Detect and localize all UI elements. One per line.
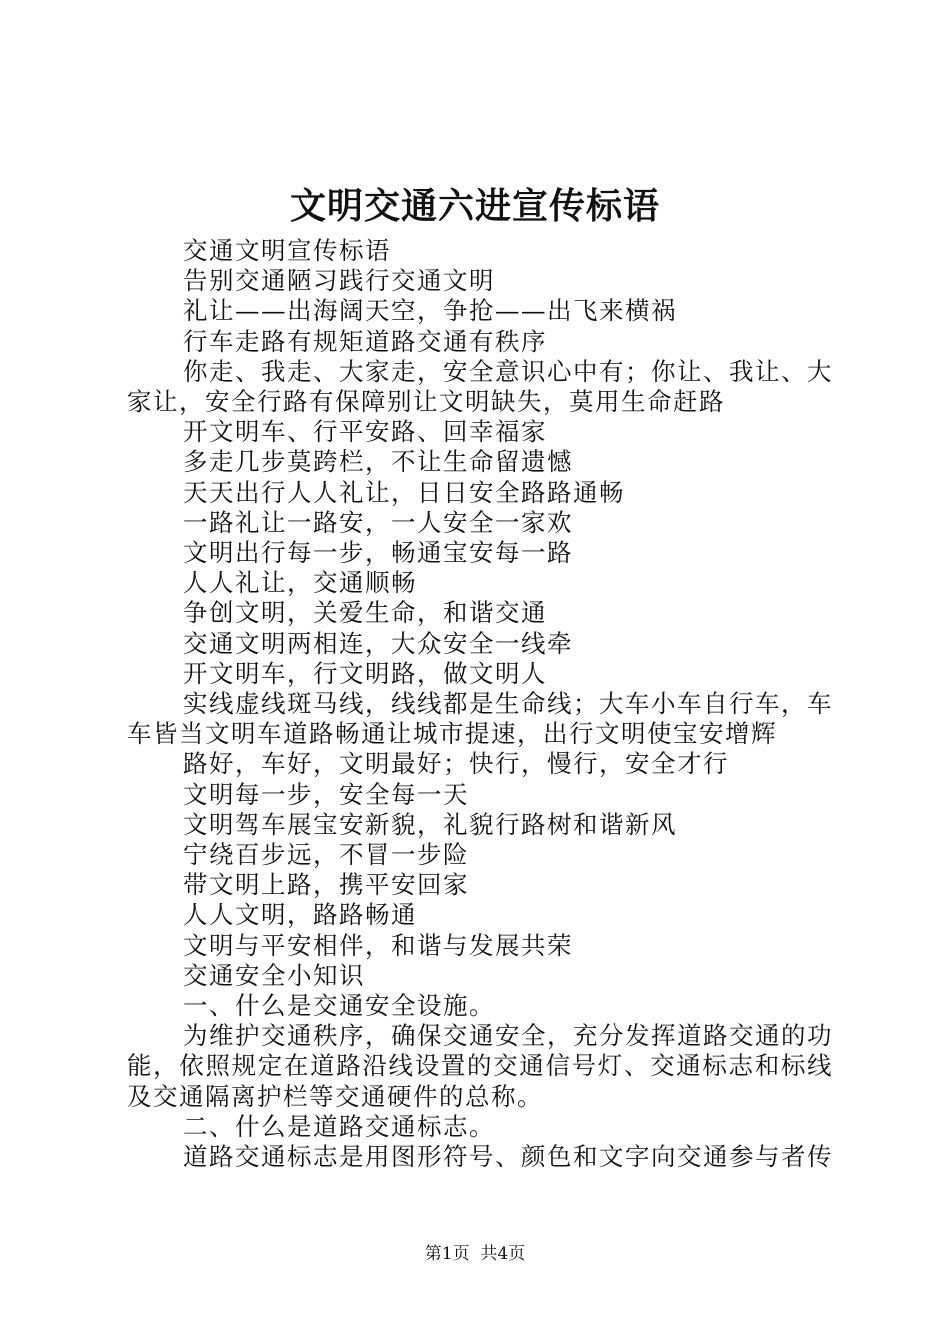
paragraph: 行车走路有规矩道路交通有秩序 [183,326,547,356]
paragraph: 带文明上路，携平安回家 [183,870,469,900]
paragraph: 道路交通标志是用图形符号、颜色和文字向交通参与者传 [183,1142,833,1172]
paragraph: 文明出行每一步，畅通宝安每一路 [183,538,573,568]
paragraph: 宁绕百步远，不冒一步险 [183,840,469,870]
paragraph: 人人礼让，交通顺畅 [183,568,417,598]
paragraph: 交通文明两相连，大众安全一线牵 [183,628,573,658]
paragraph: 开文明车，行文明路，做文明人 [183,658,547,688]
paragraph: 一路礼让一路安，一人安全一家欢 [183,507,573,537]
paragraph: 天天出行人人礼让，日日安全路路通畅 [183,477,625,507]
question-heading: 一、什么是交通安全设施。 [183,991,495,1021]
paragraph: 人人文明，路路畅通 [183,900,417,930]
question-heading: 二、什么是道路交通标志。 [183,1111,495,1141]
paragraph: 文明每一步，安全每一天 [183,779,469,809]
page-footer [0,1242,950,1266]
paragraph: 开文明车、行平安路、回幸福家 [183,417,547,447]
document-body [127,236,833,1172]
paragraph: 告别交通陋习践行交通文明 [183,266,495,296]
page-number-label: 第1页 共4页 [424,1244,526,1264]
paragraph: 多走几步莫跨栏，不让生命留遗憾 [183,447,573,477]
paragraph: 为维护交通秩序，确保交通安全，充分发挥道路交通的功能，依照规定在道路沿线设置的交通信号灯、交通标志和标线及交通隔离护栏等交通硬件的总称。 [127,1021,833,1111]
document-title: 文明交通六进宣传标语 [289,185,660,227]
paragraph: 实线虚线斑马线，线线都是生命线；大车小车自行车，车车皆当文明车道路畅通让城市提速，出行文明使宝安增辉 [127,689,833,749]
paragraph: 礼让——出海阔天空，争抢——出飞来横祸 [183,296,677,326]
paragraph: 你走、我走、大家走，安全意识心中有；你让、我让、大家让，安全行路有保障别让文明缺失，莫用生命赶路 [127,356,833,417]
paragraph: 文明与平安相伴，和谐与发展共荣 [183,930,573,960]
paragraph: 交通文明宣传标语 [183,236,391,265]
paragraph: 路好，车好，文明最好；快行，慢行，安全才行 [183,749,729,779]
paragraph: 争创文明，关爱生命，和谐交通 [183,598,547,628]
paragraph: 文明驾车展宝安新貌，礼貌行路树和谐新风 [183,809,677,839]
section-heading: 交通安全小知识 [183,960,365,990]
